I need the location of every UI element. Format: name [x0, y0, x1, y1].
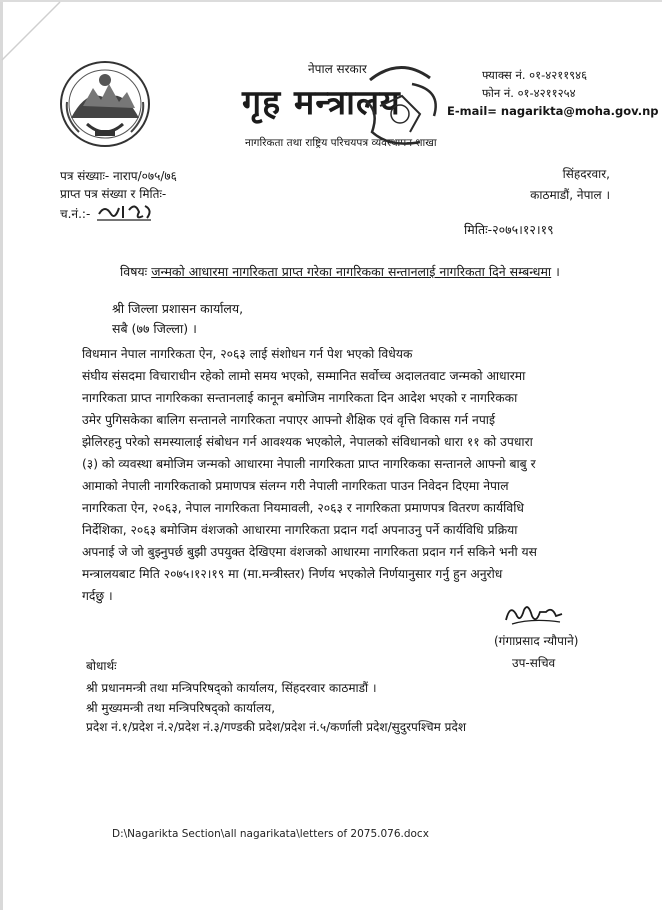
dispatch-number-label: च.नं.:- [60, 207, 91, 221]
recipient-office: श्री जिल्ला प्रशासन कार्यालय, [112, 301, 244, 316]
body-line: मन्त्रालयबाट मिति २०७५।१२।१९ मा (मा.मन्त्रीस्तर) निर्णय भएकोले निर्णयानुसार गर्नु हुन अनुरोध [82, 567, 503, 581]
handwritten-signature [502, 600, 566, 630]
office-address-line2: काठमाडौं, नेपाल । [530, 188, 610, 202]
letter-date: मितिः-२०७५।१२।१९ [464, 222, 554, 237]
signer-title: उप-सचिव [512, 656, 556, 670]
subject-text: जन्मको आधारमा नागरिकता प्राप्त गरेका नागरिकका सन्तानलाई नागरिकता दिने सम्बन्धमा [151, 264, 552, 279]
body-line: नागरिकता प्राप्त नागरिकका सन्तानलाई कानून बमोजिम नागरिकता दिन आदेश भएको र नागरिकका [82, 391, 518, 405]
subject-line [120, 263, 560, 280]
body-line: निर्देशिका, २०६३ बमोजिम वंशजको आधारमा नागरिकता प्रदान गर्दा अपनाउनु पर्ने कार्यविधि प्रक्रिया [82, 523, 518, 537]
body-line: गर्दछु । [82, 589, 113, 603]
signer-name: (गंगाप्रसाद न्यौपाने) [494, 634, 579, 648]
cc-heading: बोधार्थः [86, 659, 117, 673]
letter-number: पत्र संख्याः- नाराप/०७५/७६ [60, 169, 177, 183]
cc-line: श्री मुख्यमन्त्री तथा मन्त्रिपरिषद्को कार्यालय, [86, 701, 276, 715]
body-line: विधमान नेपाल नागरिकता ऐन, २०६३ लाई संशोधन गर्न पेश भएको विधेयक [82, 347, 413, 361]
received-letter-ref: प्राप्त पत्र संख्या र मितिः- [60, 187, 167, 201]
office-stamp [350, 60, 454, 158]
body-line: आमाको नेपाली नागरिकताको प्रमाणपत्र संलग्न गरी नेपाली नागरिकता पाउन निवेदन दिएमा नेपाल [82, 479, 509, 493]
government-name: नेपाल सरकार [308, 62, 367, 76]
email-address: E-mail= nagarikta@moha.gov.np [447, 104, 659, 118]
handwritten-dispatch-number [95, 200, 155, 222]
body-line: उमेर पुगिसकेका बालिग सन्तानले नागरिकता नपाएर आफ्नो शैक्षिक एवं वृत्ति विकास गर्न नपाई [82, 413, 496, 427]
body-line: अपनाई जे जो बुझ्नुपर्छ बुझी उपयुक्त देखिएमा वंशजको आधारमा नागरिकता प्रदान गर्न सकिने भनी यस [82, 545, 537, 559]
subject-end: । [551, 264, 560, 279]
page-edge-top [0, 0, 662, 2]
subject-label: विषयः [120, 264, 148, 279]
body-line: झेलिरहनु परेको समस्यालाई संबोधन गर्न आवश्यक भएकोले, नेपालको संविधानको धारा ११ को उपधारा [82, 435, 533, 449]
phone-number: फोन नं. ०१-४२११२५४ [482, 86, 576, 100]
ministry-title: गृह मन्त्रालय [242, 83, 401, 123]
body-line: संघीय संसदमा विचाराधीन रहेको लामो समय भएको, सम्मानित सर्वोच्च अदालतवाट जन्मको आधारमा [82, 369, 526, 383]
office-address-line1: सिंहदरवार, [562, 167, 610, 181]
file-path-footer: D:\Nagarikta Section\all nagarikata\letters of 2075.076.docx [112, 828, 429, 840]
body-line: (३) को व्यवस्था बमोजिम जन्मको आधारमा नेपाली नागरिकता प्राप्त नागरिकका सन्तानले आफ्नो बाबु र [82, 457, 536, 471]
nepal-emblem-logo [57, 58, 153, 150]
branch-name: नागरिकता तथा राष्ट्रिय परिचयपत्र व्यवस्थापन शाखा [245, 137, 437, 149]
body-line: नागरिकता ऐन, २०६३, नेपाल नागरिकता नियमावली, २०६३ र नागरिकता प्रमाणपत्र वितरण कार्यविधि [82, 501, 524, 515]
fax-number: फ्याक्स नं. ०१-४२११९४६ [482, 68, 588, 82]
cc-line: श्री प्रधानमन्त्री तथा मन्त्रिपरिषद्को कार्यालय, सिंहदरवार काठमाडौं । [86, 681, 377, 695]
recipient-scope: सबै (७७ जिल्ला) । [112, 321, 197, 336]
page-edge [0, 0, 3, 910]
cc-line: प्रदेश नं.१/प्रदेश नं.२/प्रदेश नं.३/गण्डकी प्रदेश/प्रदेश नं.५/कर्णाली प्रदेश/सुदुरपश्चिम प्रदेश [86, 720, 466, 734]
